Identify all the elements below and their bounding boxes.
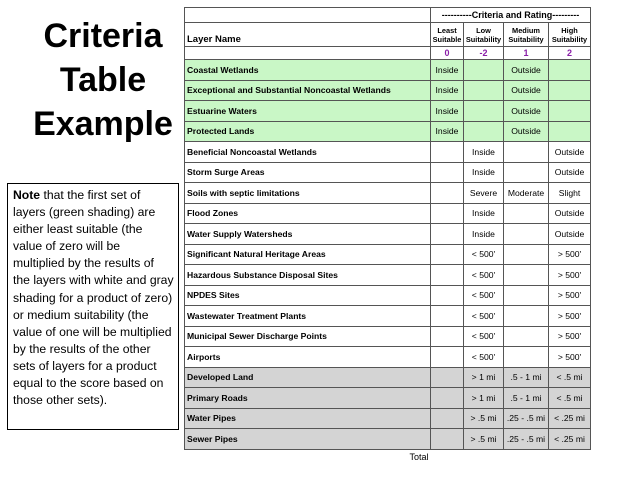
column-header-low [464, 23, 504, 47]
rating-cell [504, 224, 549, 245]
rating-cell: < 500' [464, 326, 504, 347]
table-row [185, 142, 591, 163]
rating-cell: Inside [464, 203, 504, 224]
table-row [185, 347, 591, 368]
column-header-line: Medium [512, 25, 540, 35]
layer-name-cell: Airports [185, 347, 431, 368]
layer-name-cell: Water Pipes [185, 408, 431, 429]
table-row [185, 326, 591, 347]
rating-cell: Inside [464, 142, 504, 163]
rating-cell: Outside [504, 80, 549, 101]
table-row [185, 408, 591, 429]
note-text: that the first set of layers (green shading) are either least suitable (the value of zero will be multiplied by the results of the layers with white and gray shading for a product of zero) or medium suitability (the value of one will be multiplied by the results of the other sets of layers for a product equal to the score based on those other sets). [13, 188, 174, 408]
table-row [185, 121, 591, 142]
slide-title [28, 14, 178, 146]
rating-cell: Severe [464, 183, 504, 204]
table-row [185, 183, 591, 204]
table-row [185, 60, 591, 81]
layer-name-cell: Protected Lands [185, 121, 431, 142]
rating-cell: Inside [431, 121, 464, 142]
total-cell [464, 449, 504, 465]
rating-cell: < 500' [464, 285, 504, 306]
rating-cell: > 500' [549, 244, 591, 265]
rating-cell [549, 121, 591, 142]
table-row [185, 162, 591, 183]
criteria-table [184, 7, 591, 465]
rating-cell [504, 244, 549, 265]
rating-cell [431, 224, 464, 245]
layer-name-cell: Soils with septic limitations [185, 183, 431, 204]
rating-cell [549, 80, 591, 101]
rating-cell [431, 367, 464, 388]
rating-cell [504, 142, 549, 163]
rating-cell [504, 265, 549, 286]
column-header-medium [504, 23, 549, 47]
rating-cell [431, 408, 464, 429]
rating-cell: < 500' [464, 347, 504, 368]
rating-cell: > 1 mi [464, 388, 504, 409]
rating-cell: Inside [431, 60, 464, 81]
rating-cell [504, 162, 549, 183]
column-header-line: Suitability [508, 34, 544, 44]
rating-cell: Outside [549, 162, 591, 183]
rating-cell [431, 162, 464, 183]
layer-name-cell: Exceptional and Substantial Noncoastal Wetlands [185, 80, 431, 101]
rating-cell: < 500' [464, 244, 504, 265]
score-medium: 1 [504, 47, 549, 60]
rating-cell: > 1 mi [464, 367, 504, 388]
rating-cell [431, 388, 464, 409]
rating-cell: .25 - .5 mi [504, 408, 549, 429]
rating-header: ----------Criteria and Rating--------- [431, 8, 591, 23]
rating-cell: < .25 mi [549, 408, 591, 429]
rating-cell [504, 347, 549, 368]
rating-cell [431, 347, 464, 368]
rating-cell: < .5 mi [549, 367, 591, 388]
column-header-line: Least [437, 25, 457, 35]
column-header-least [431, 23, 464, 47]
layer-name-cell: Hazardous Substance Disposal Sites [185, 265, 431, 286]
table-row [185, 224, 591, 245]
rating-cell [504, 285, 549, 306]
column-header-high [549, 23, 591, 47]
layer-name-cell: Storm Surge Areas [185, 162, 431, 183]
rating-cell: < 500' [464, 306, 504, 327]
table-row [185, 203, 591, 224]
rating-cell [464, 80, 504, 101]
table-row [185, 244, 591, 265]
rating-cell: < .5 mi [549, 388, 591, 409]
layer-name-cell: Primary Roads [185, 388, 431, 409]
rating-cell: Slight [549, 183, 591, 204]
table-row [185, 367, 591, 388]
rating-cell [431, 326, 464, 347]
rating-cell: > 500' [549, 306, 591, 327]
table-row [185, 101, 591, 122]
empty-header-cell [185, 47, 431, 60]
header-row-scores [185, 47, 591, 60]
rating-cell [504, 326, 549, 347]
title-line: Table [59, 61, 147, 99]
rating-cell [504, 203, 549, 224]
rating-cell: Outside [504, 101, 549, 122]
note-label: Note [13, 188, 41, 202]
rating-cell: Outside [504, 121, 549, 142]
header-row-columns [185, 23, 591, 47]
criteria-table-container [184, 7, 590, 475]
rating-cell [431, 203, 464, 224]
total-cell [504, 449, 549, 465]
table-row [185, 285, 591, 306]
column-header-line: Low [476, 25, 491, 35]
layer-name-cell: Municipal Sewer Discharge Points [185, 326, 431, 347]
layer-name-header: Layer Name [185, 23, 431, 47]
rating-cell: > 500' [549, 265, 591, 286]
rating-cell [431, 265, 464, 286]
rating-cell: Outside [549, 224, 591, 245]
rating-cell: Outside [549, 203, 591, 224]
table-row [185, 388, 591, 409]
rating-cell: > 500' [549, 326, 591, 347]
note-box [7, 183, 179, 430]
score-low: -2 [464, 47, 504, 60]
header-row-rating [185, 8, 591, 23]
rating-cell [549, 101, 591, 122]
table-row [185, 265, 591, 286]
layer-name-cell: Developed Land [185, 367, 431, 388]
layer-name-cell: Significant Natural Heritage Areas [185, 244, 431, 265]
column-header-line: Suitable [432, 34, 462, 44]
rating-cell: > .5 mi [464, 408, 504, 429]
rating-cell [464, 101, 504, 122]
rating-cell [431, 142, 464, 163]
rating-cell [464, 60, 504, 81]
layer-name-cell: Water Supply Watersheds [185, 224, 431, 245]
title-line: Example [33, 105, 173, 143]
layer-name-cell: NPDES Sites [185, 285, 431, 306]
column-header-line: High [561, 25, 578, 35]
rating-cell: Inside [431, 80, 464, 101]
rating-cell [431, 306, 464, 327]
rating-cell [549, 60, 591, 81]
title-line: Criteria [43, 17, 163, 55]
rating-cell: > 500' [549, 285, 591, 306]
rating-cell: < 500' [464, 265, 504, 286]
rating-cell: < .25 mi [549, 429, 591, 450]
rating-cell: Outside [504, 60, 549, 81]
rating-cell: .5 - 1 mi [504, 388, 549, 409]
layer-name-cell: Beneficial Noncoastal Wetlands [185, 142, 431, 163]
rating-cell: Inside [431, 101, 464, 122]
score-least: 0 [431, 47, 464, 60]
rating-cell: .5 - 1 mi [504, 367, 549, 388]
column-header-line: Suitability [551, 34, 588, 44]
table-row [185, 80, 591, 101]
rating-cell [431, 285, 464, 306]
total-cell [431, 449, 464, 465]
rating-cell [504, 306, 549, 327]
rating-cell [431, 183, 464, 204]
table-row [185, 306, 591, 327]
empty-header-cell [185, 8, 431, 23]
layer-name-cell: Coastal Wetlands [185, 60, 431, 81]
table-row [185, 429, 591, 450]
rating-cell: Inside [464, 162, 504, 183]
rating-cell [464, 121, 504, 142]
rating-cell [431, 244, 464, 265]
total-label: Total [185, 449, 431, 465]
layer-name-cell: Sewer Pipes [185, 429, 431, 450]
score-high: 2 [549, 47, 591, 60]
rating-cell [431, 429, 464, 450]
rating-cell: > .5 mi [464, 429, 504, 450]
rating-cell: Moderate [504, 183, 549, 204]
layer-name-cell: Flood Zones [185, 203, 431, 224]
rating-cell: Inside [464, 224, 504, 245]
rating-cell: .25 - .5 mi [504, 429, 549, 450]
total-row [185, 449, 591, 465]
layer-name-cell: Estuarine Waters [185, 101, 431, 122]
layer-name-cell: Wastewater Treatment Plants [185, 306, 431, 327]
total-cell [549, 449, 591, 465]
rating-cell: > 500' [549, 347, 591, 368]
rating-cell: Outside [549, 142, 591, 163]
column-header-line: Suitability [465, 34, 502, 44]
